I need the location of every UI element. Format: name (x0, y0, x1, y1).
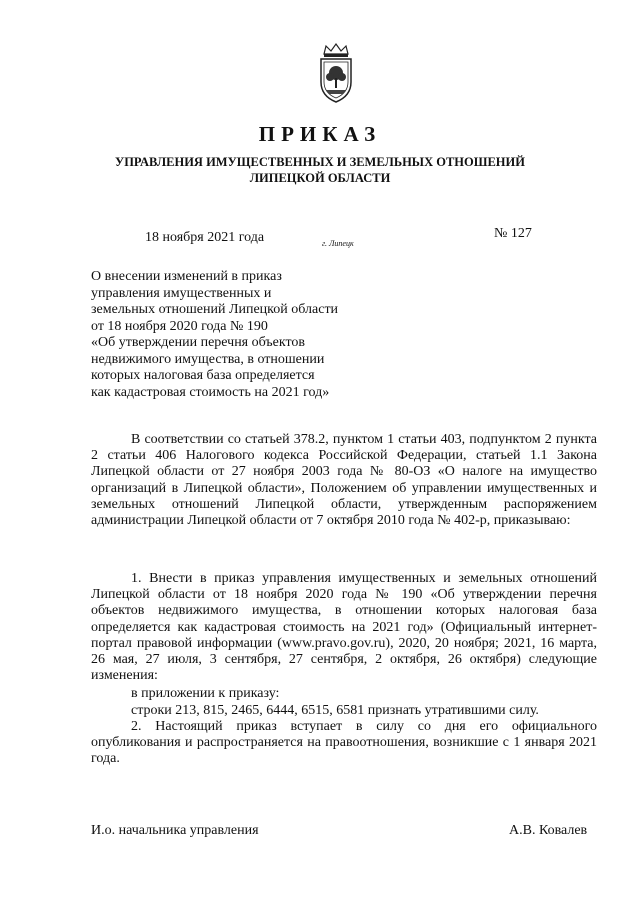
order-subject (91, 269, 381, 401)
coat-of-arms-icon (316, 42, 356, 104)
subject-line: недвижимого имущества, в отношении (91, 351, 325, 367)
subject-line: от 18 ноября 2020 года № 190 (91, 318, 268, 334)
authority-line-2: ЛИПЕЦКОЙ ОБЛАСТИ (249, 171, 391, 185)
item-2-paragraph: 2. Настоящий приказ вступает в силу со дня его официального опубликования и распространяется на правоотношения, возникшие с 1 января 2021 года. (91, 719, 597, 767)
item-1-sub-paragraph: в приложении к приказу: (131, 686, 280, 701)
subject-line: О внесении изменений в приказ (91, 269, 282, 284)
item-1-paragraph: 1. Внести в приказ управления имущественных и земельных отношений Липецкой области от 18 ноября 2020 года № 190 «Об утверждении перечня объектов недвижимого имущества, в отношении которых налоговая база определяется как кадастровая стоимость на 2021 год» (Официальный интернет-портал правовой информации (www.pravo.gov.ru), 2020, 20 ноября; 2021, 16 марта, 26 мая, 27 июля, 3 сентября, 27 сентября, 2 октября, 26 октября) следующие изменения: (91, 571, 597, 684)
subject-line: «Об утверждении перечня объектов (91, 335, 306, 350)
order-number: № 127 (494, 226, 532, 241)
subject-line: которых налоговая база определяется (91, 368, 315, 383)
order-date: 18 ноября 2021 года (145, 230, 265, 245)
subject-line: как кадастровая стоимость на 2021 год» (91, 384, 330, 400)
subject-line: земельных отношений Липецкой области (91, 302, 339, 317)
document-title: ПРИКАЗ (258, 122, 382, 146)
subject-line: управления имущественных и (91, 285, 272, 301)
authority-line-1: УПРАВЛЕНИЯ ИМУЩЕСТВЕННЫХ И ЗЕМЕЛЬНЫХ ОТНОШЕНИЙ (115, 155, 525, 169)
item-1-sub-paragraph: строки 213, 815, 2465, 6444, 6515, 6581 признать утратившими силу. (131, 703, 539, 718)
signatory-role: И.о. начальника управления (91, 823, 259, 838)
signatory-name: А.В. Ковалев (509, 823, 588, 838)
preamble-paragraph: В соответствии со статьей 378.2, пунктом 1 статьи 403, подпунктом 2 пункта 2 статьи 406 Налогового кодекса Российской Федерации, статьей 1.1 Закона Липецкой области от 27 ноября 2003 года № 80-ОЗ «О налоге на имущество организаций в Липецкой области», Положением об управлении имущественных и земельных отношений Липецкой области, утвержденным распоряжением администрации Липецкой области от 7 октября 2010 года № 402-р, приказываю: (91, 432, 597, 529)
order-city: г. Липецк (322, 239, 354, 248)
issuing-authority (0, 154, 640, 186)
